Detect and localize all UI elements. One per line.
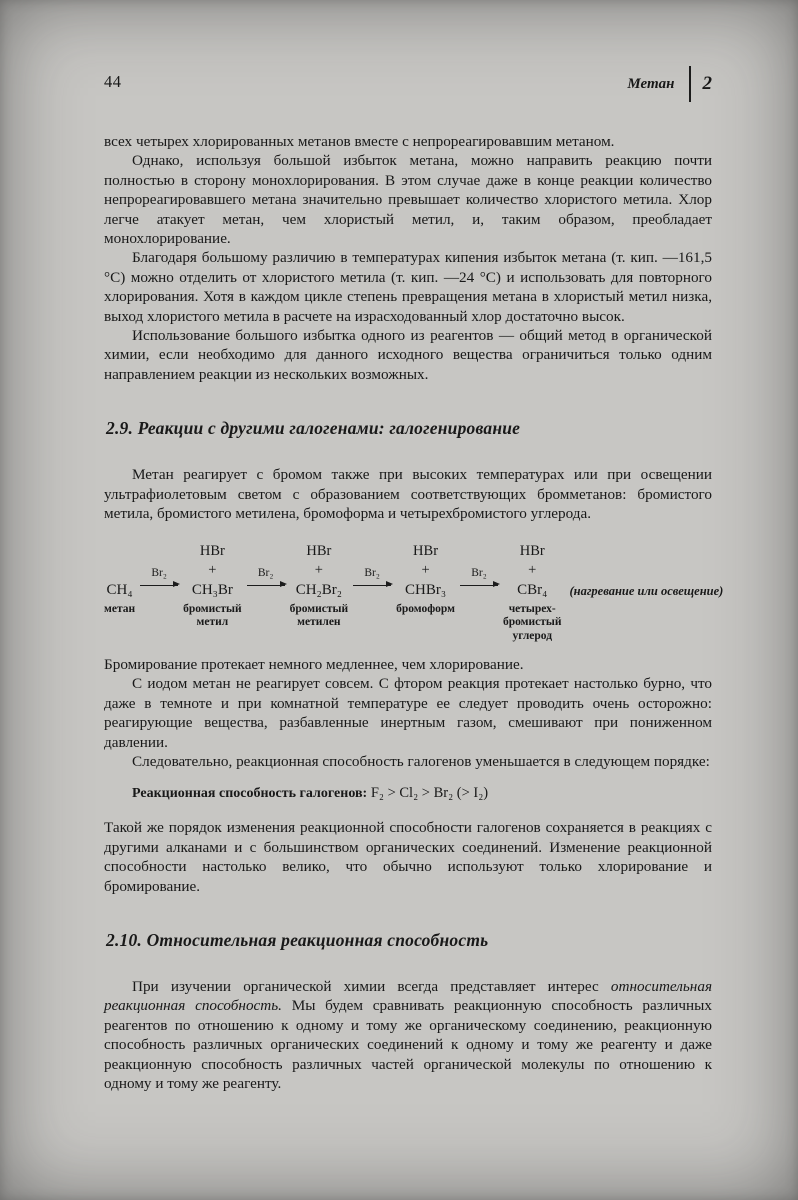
- chemical-formula: CH₂Br₂: [295, 581, 342, 598]
- byproduct-block: [520, 540, 545, 580]
- compound-label: бромистый метил: [183, 602, 242, 628]
- compound-label: бромоформ: [396, 602, 455, 615]
- running-title: Метан: [627, 75, 675, 92]
- header-divider: [689, 66, 691, 102]
- paragraph: Бромирование протекает немного медленнее, чем хлорирование.: [104, 656, 524, 673]
- emphasized-term: относительная реакционная способность.: [104, 978, 712, 1015]
- paragraph: Такой же порядок изменения реакционной способности галогенов сохраняется в реакциях с другими алканами и с большинством органических соединений. Изменение реакционной способности настолько велико, что обычно используют только хлорирование и бромирование.: [104, 819, 712, 895]
- paragraph: Следовательно, реакционная способность галогенов уменьшается в следующем порядке:: [132, 753, 710, 771]
- right-arrow-icon: [353, 585, 391, 586]
- page-header: [104, 72, 712, 102]
- arrow-reagent-label: Br₂: [471, 566, 487, 579]
- right-arrow-icon: [140, 585, 178, 586]
- page: [104, 72, 724, 1094]
- reaction-arrow: [140, 567, 178, 586]
- compound-label: метан: [104, 602, 136, 615]
- byproduct-formula: HBr: [306, 542, 332, 559]
- right-arrow-icon: [460, 585, 498, 586]
- arrow-reagent-label: Br₂: [364, 566, 380, 579]
- paragraph: [104, 977, 712, 1093]
- byproduct-formula: HBr: [199, 542, 225, 559]
- reaction-arrow: [247, 567, 285, 586]
- right-arrow-icon: [247, 585, 285, 586]
- byproduct-formula: HBr: [519, 542, 545, 559]
- section-heading-2-10: 2.10. Относительная реакционная способность: [106, 930, 489, 951]
- chemical-formula: CH₃Br: [191, 581, 233, 598]
- reaction-conditions-note: (нагревание или освещение): [569, 583, 724, 598]
- reactivity-series-formula: F₂ > Cl₂ > Br₂ (> I₂): [367, 785, 489, 802]
- reaction-arrow: [353, 567, 391, 586]
- running-head: [627, 66, 712, 102]
- byproduct-formula: HBr: [413, 542, 439, 559]
- compound-methyl-bromide: [183, 540, 242, 630]
- reactivity-series-label: Реакционная способность галогенов:: [132, 786, 368, 802]
- reactivity-series-line: [132, 785, 712, 802]
- plus-sign: +: [528, 561, 537, 578]
- paragraph-text: Мы будем сравнивать реакционную способность различных реагентов по отношению к одному и тому же органическому соединению, реакционную способность различных органических соединений к одному и тому же реагенту и даже реакционную способность различных частей органической молекулы по отношению к одному и тому же реагенту.: [104, 997, 712, 1093]
- page-number: 44: [104, 72, 122, 91]
- chapter-number: 2: [702, 73, 712, 94]
- chemical-formula: CHBr₃: [405, 581, 447, 598]
- compound-bromoform: [396, 540, 455, 617]
- arrow-reagent-label: Br₂: [257, 566, 274, 579]
- reaction-arrow: [460, 567, 498, 586]
- compound-carbon-tetrabromide: [503, 540, 561, 644]
- chemical-formula: CBr₄: [517, 581, 548, 598]
- byproduct-block: [200, 540, 225, 580]
- reaction-scheme: [104, 540, 724, 644]
- byproduct-block: [306, 540, 331, 580]
- paragraph: Метан реагирует с бромом также при высоких температурах или при освещении ультрафиолетовым светом с образованием соответствующих бромметанов: бромистого метила, бромистого метилена, бромоформа и четырехбромистого углерода.: [104, 466, 712, 523]
- plus-sign: +: [314, 561, 323, 578]
- compound-label: бромистый метилен: [289, 602, 349, 628]
- paragraph: всех четырех хлорированных метанов вместе с непрореагировавшим метаном.: [104, 133, 615, 150]
- compound-methane: [104, 540, 135, 617]
- paragraph: С иодом метан не реагирует совсем. С фтором реакция протекает настолько бурно, что даже в темноте и при комнатной температуре ее следует проводить очень осторожно: реагирующие вещества, разбавленные инертным газом, смешивают при пониженном давлении.: [104, 675, 712, 751]
- compound-label: четырех-бромистый углерод: [502, 602, 562, 642]
- arrow-reagent-label: Br₂: [151, 566, 167, 579]
- paragraph: Однако, используя большой избыток метана, можно направить реакцию почти полностью в сторону монохлорирования. В этом случае даже в конце реакции количество непрореагировавшего метана значительно превышает количество хлористого метила. Хлор легче атакует метан, чем хлористый метил, и, таким образом, преобладает монохлорирование.: [104, 152, 712, 248]
- byproduct-block: [413, 540, 438, 580]
- paragraph-text: При изучении органической химии всегда представляет интерес: [132, 978, 611, 996]
- compound-methylene-bromide: [290, 540, 349, 630]
- paragraph: Благодаря большому различию в температурах кипения избыток метана (т. кип. —161,5 °С) можно отделить от хлористого метила (т. кип. —24 °С) и использовать для повторного хлорирования. Хотя в каждом цикле степень превращения метана в хлористый метил низка, выход хлористого метила в расчете на израсходованный хлор достаточно высок.: [104, 249, 712, 325]
- paragraph: Использование большого избытка одного из реагентов — общий метод в органической химии, если необходимо для данного исходного вещества ограничиться только одним направлением реакции из нескольких возможных.: [104, 327, 712, 383]
- plus-sign: +: [208, 561, 217, 578]
- chemical-formula: CH₄: [106, 581, 133, 598]
- plus-sign: +: [421, 561, 430, 578]
- section-heading-2-9: 2.9. Реакции с другими галогенами: галогенирование: [106, 418, 521, 439]
